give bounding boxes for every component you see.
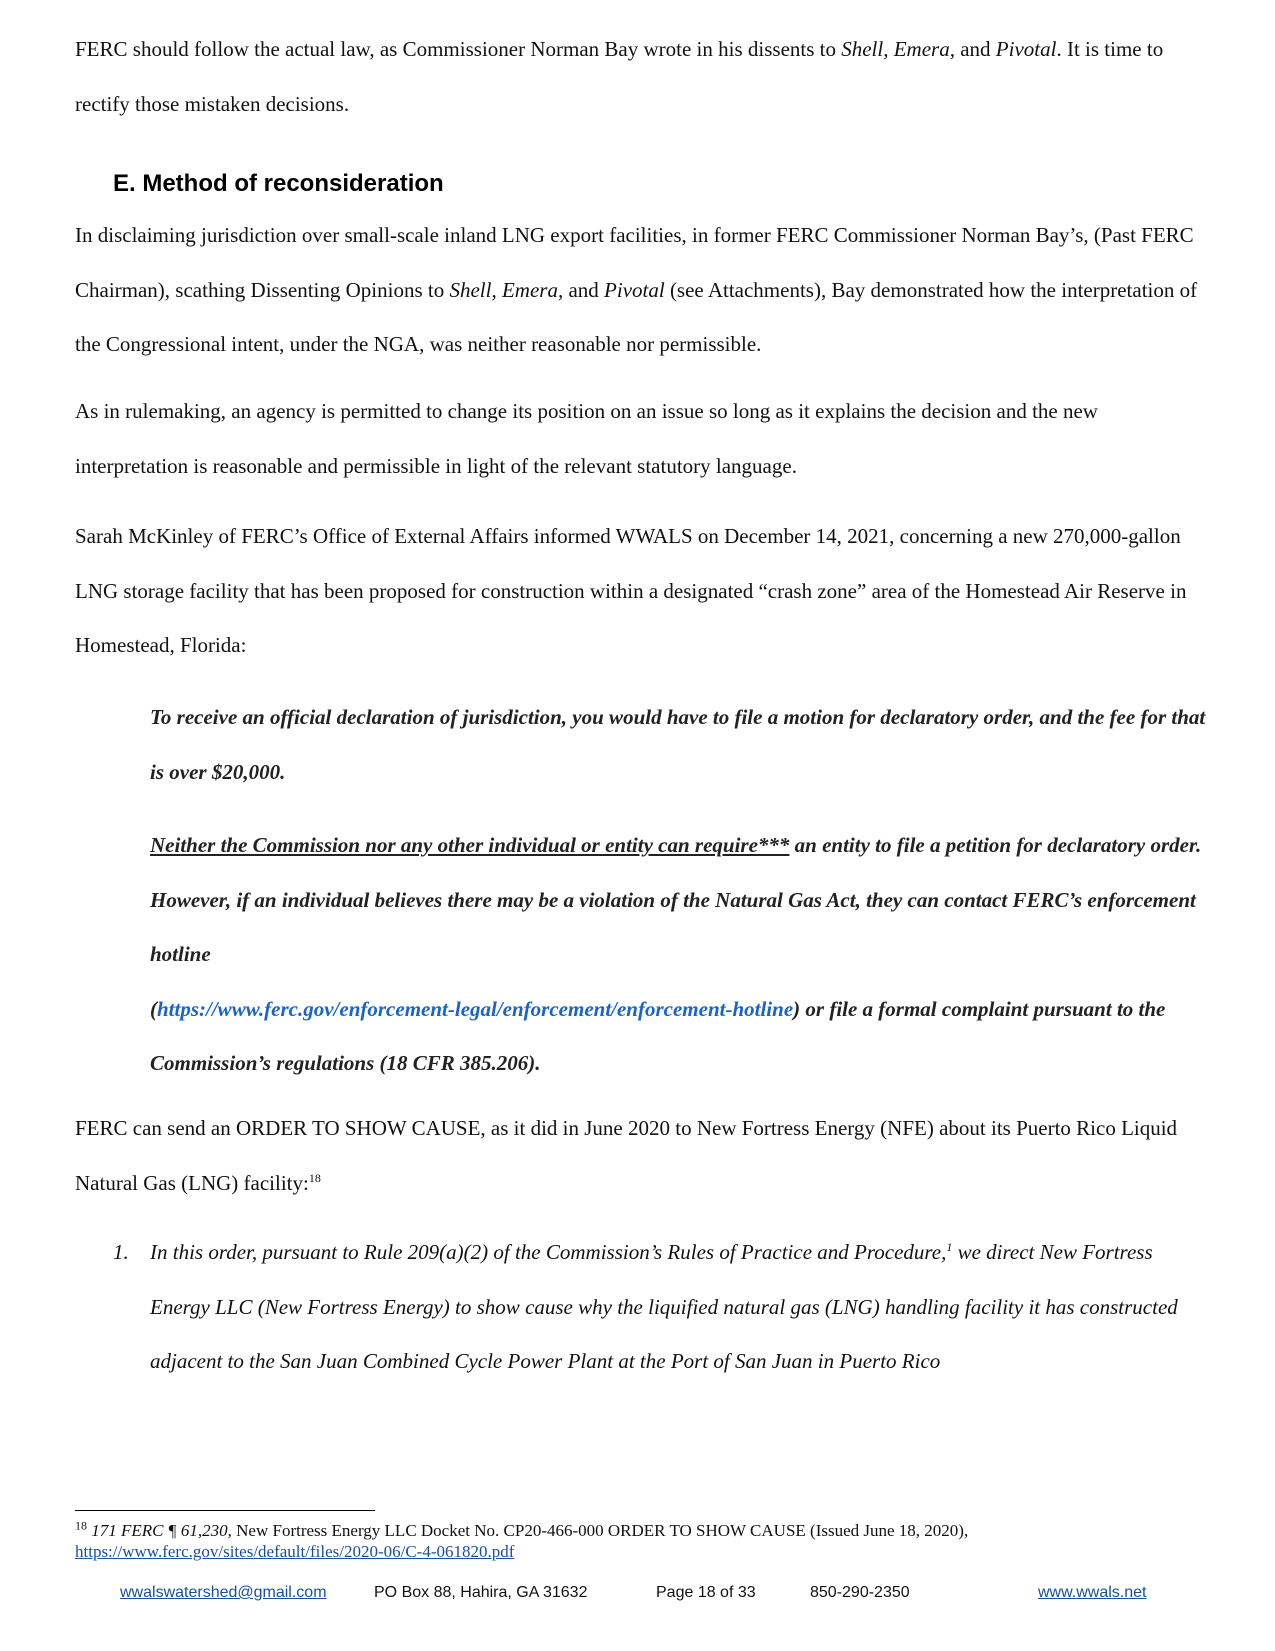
intro-text-b: . It is time to rectify those mistaken decisions.	[75, 37, 1164, 116]
list-item	[113, 1225, 1205, 1389]
footer-page-number: Page 18 of 33	[656, 1584, 756, 1601]
footnote-url-link[interactable]: https://www.ferc.gov/sites/default/files/2020-06/C-4-061820.pdf	[75, 1542, 515, 1561]
case-name-pivotal: Pivotal	[604, 277, 665, 302]
paren-open: (	[150, 996, 157, 1021]
footnote	[75, 1520, 1205, 1562]
quote-enforcement	[150, 818, 1210, 1091]
page-footer	[0, 1584, 1275, 1606]
intro-text-a: FERC should follow the actual law, as Commissioner Norman Bay wrote in his dissents to	[75, 37, 842, 61]
show-cause-text: FERC can send an ORDER TO SHOW CAUSE, as it did in June 2020 to New Fortress Energy (NFE) about its Puerto Rico Liquid Natural Gas (LNG) facility:	[75, 1116, 1178, 1195]
paragraph-show-cause	[75, 1101, 1205, 1210]
footnote-number: 18	[75, 1518, 87, 1533]
underlined-emphasis: Neither the Commission nor any other individual or entity can require***	[150, 833, 790, 857]
footer-email-link[interactable]: wwalswatershed@gmail.com	[120, 1584, 327, 1601]
section-heading: E. Method of reconsideration	[113, 170, 444, 197]
paragraph-rulemaking: As in rulemaking, an agency is permitted to change its position on an issue so long as it explains the decision and the new interpretation is reasonable and permissible in light of the relevant statutory language.	[75, 399, 1098, 478]
quote-text-b: ) or file a formal complaint pursuant to the Commission’s regulations (18 CFR 385.206).	[150, 996, 1166, 1075]
case-name-pivotal: Pivotal	[995, 37, 1057, 61]
intro-paragraph	[75, 22, 1205, 131]
case-names: Shell, Emera,	[841, 37, 955, 61]
quote-text-a: an entity to file a petition for declaratory order. However, if an individual believes there may be a violation of the Natural Gas Act, they can contact FERC’s enforcement hotline	[150, 833, 1202, 966]
footnote-ref[interactable]: 18	[308, 1170, 321, 1185]
dissent-text-b: (see Attachments), Bay demonstrated how the interpretation of the Congressional intent, under the NGA, was neither reasonable nor permissible.	[75, 277, 1198, 356]
quote-declaration: To receive an official declaration of jurisdiction, you would have to file a motion for declaratory order, and the fee for that is over $20,000.	[150, 705, 1206, 784]
dissent-text-a: In disclaiming jurisdiction over small-scale inland LNG export facilities, in former FERC Commissioner Norman Bay’s, (Past FERC Chairman), scathing Dissenting Opinions to	[75, 223, 1194, 302]
conjunction: and	[563, 277, 605, 302]
list-text-a: In this order, pursuant to Rule 209(a)(2) of the Commission’s Rules of Practice and Procedure,	[150, 1240, 947, 1264]
enforcement-hotline-link[interactable]: https://www.ferc.gov/enforcement-legal/enforcement/enforcement-hotline	[157, 996, 794, 1021]
footer-address: PO Box 88, Hahira, GA 31632	[374, 1584, 588, 1601]
footer-website-link[interactable]: www.wwals.net	[1038, 1584, 1147, 1601]
paragraph-dissent	[75, 208, 1205, 372]
footnote-divider	[75, 1510, 375, 1511]
conjunction: and	[954, 37, 996, 61]
list-number: 1.	[113, 1240, 129, 1264]
case-names: Shell, Emera,	[449, 277, 564, 302]
footnote-text: New Fortress Energy LLC Docket No. CP20-466-000 ORDER TO SHOW CAUSE (Issued June 18, 2020),	[231, 1521, 969, 1540]
list-text-b: we direct New Fortress Energy LLC (New Fortress Energy) to show cause why the liquified natural gas (LNG) handling facility it has constructed adjacent to the San Juan Combined Cycle Power Plant at the Port of San Juan in Puerto Rico	[150, 1240, 1178, 1373]
footnote-citation: 171 FERC ¶ 61,230,	[91, 1521, 232, 1540]
footer-phone: 850-290-2350	[810, 1584, 910, 1601]
inline-footnote-ref: 1	[946, 1240, 953, 1254]
list-item-body	[150, 1225, 1205, 1389]
paragraph-mckinley: Sarah McKinley of FERC’s Office of External Affairs informed WWALS on December 14, 2021, concerning a new 270,000-gallon LNG storage facility that has been proposed for construction within a designated “crash zone” area of the Homestead Air Reserve in Homestead, Florida:	[75, 524, 1187, 657]
